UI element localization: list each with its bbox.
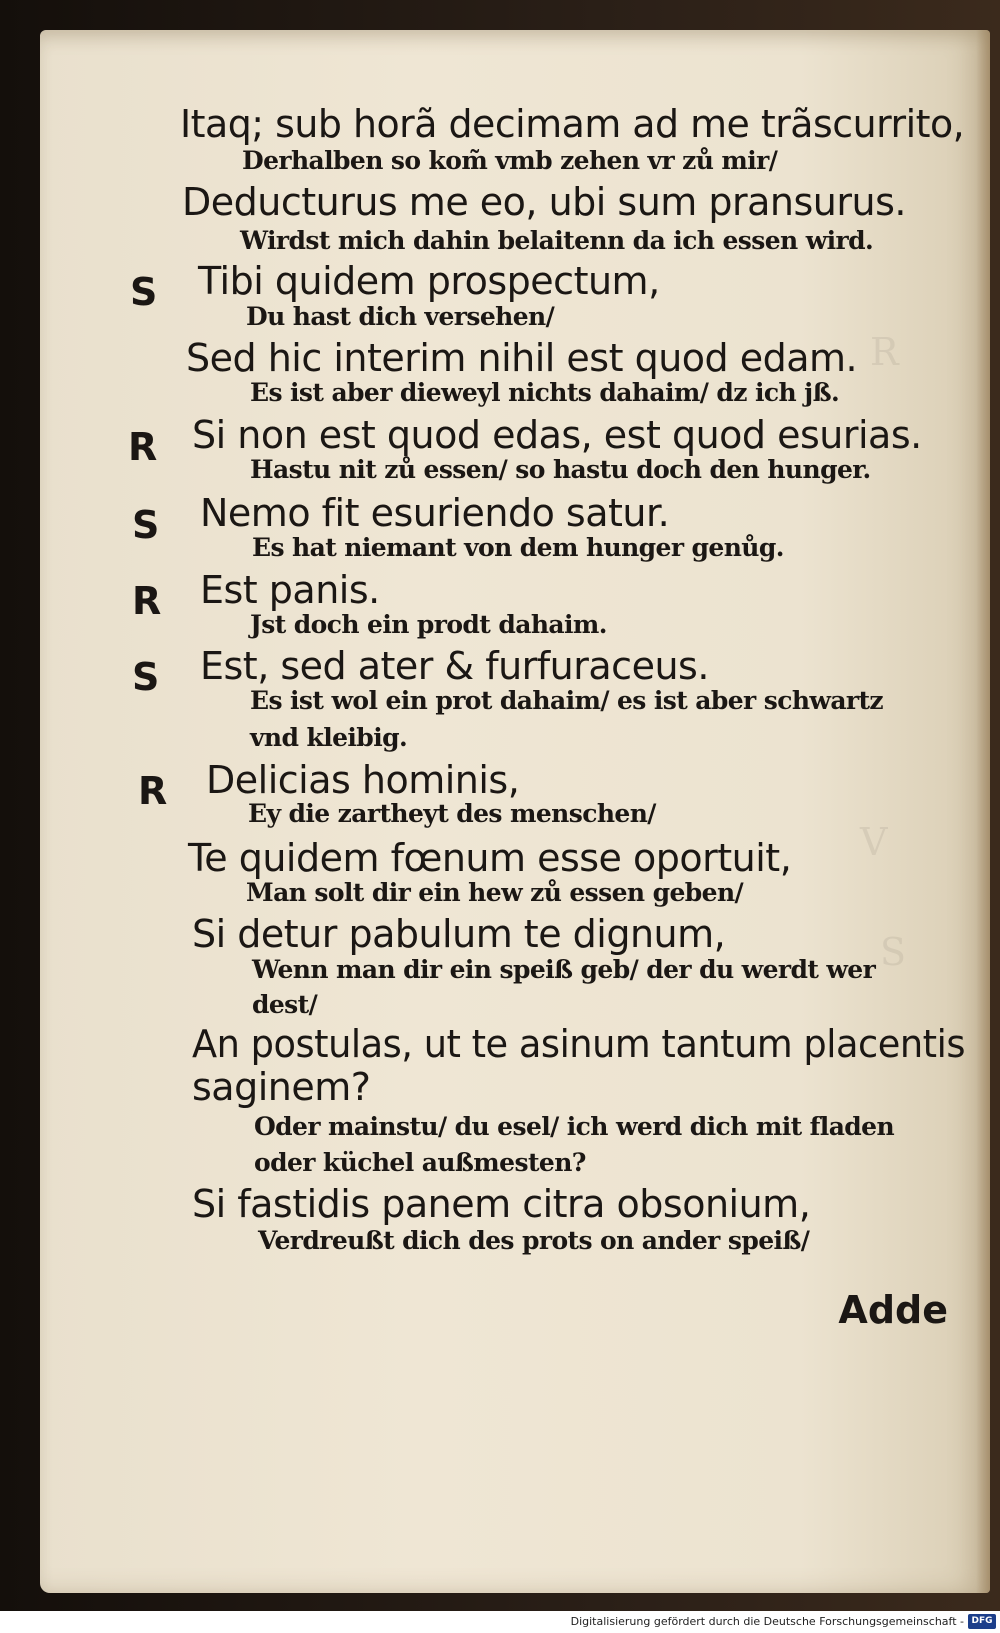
speaker-marker: S: [130, 270, 158, 314]
dfg-logo: DFG: [968, 1614, 996, 1629]
latin-line: Est panis.: [200, 568, 380, 612]
latin-line: Est, sed ater & furfuraceus.: [200, 644, 709, 688]
speaker-marker: R: [132, 579, 162, 623]
german-line: dest/: [252, 990, 318, 1019]
german-line: Es ist wol ein prot dahaim/ es ist aber schwartz: [250, 686, 884, 715]
latin-line: Te quidem fœnum esse oportuit,: [188, 836, 792, 880]
latin-line: Tibi quidem prospectum,: [198, 259, 660, 303]
latin-line: Deducturus me eo, ubi sum pransurus.: [182, 180, 906, 224]
bleed-through-mark: S: [880, 930, 907, 974]
page-edge-shadow: [976, 30, 990, 1593]
latin-line: Delicias hominis,: [206, 758, 520, 802]
german-line: Es hat niemant von dem hunger genůg.: [252, 533, 784, 562]
german-line: Wirdst mich dahin belaitenn da ich essen wird.: [240, 226, 874, 255]
german-line: Du hast dich versehen/: [246, 302, 555, 331]
latin-line: saginem?: [192, 1065, 371, 1109]
german-line: Ey die zartheyt des menschen/: [248, 799, 656, 828]
speaker-marker: S: [132, 655, 160, 699]
bleed-through-mark: R: [870, 330, 899, 374]
latin-line: Si fastidis panem citra obsonium,: [192, 1182, 811, 1226]
latin-line: Nemo fit esuriendo satur.: [200, 491, 670, 535]
german-line: Es ist aber dieweyl nichts dahaim/ dz ich jß.: [250, 378, 840, 407]
latin-line: Si non est quod edas, est quod esurias.: [192, 413, 922, 457]
german-line: Jst doch ein prodt dahaim.: [250, 610, 607, 639]
bleed-through-mark: V: [860, 820, 888, 864]
german-line: oder küchel außmesten?: [254, 1148, 586, 1177]
book-page: [40, 30, 990, 1593]
speaker-marker: R: [128, 425, 158, 469]
latin-line: Itaq; sub horã decimam ad me trãscurrito,: [180, 102, 965, 146]
german-line: Hastu nit zů essen/ so hastu doch den hunger.: [250, 455, 871, 484]
german-line: vnd kleibig.: [250, 723, 408, 752]
latin-line: An postulas, ut te asinum tantum placentis: [192, 1022, 965, 1066]
german-line: Verdreußt dich des prots on ander speiß/: [258, 1226, 810, 1255]
footer-credit: Digitalisierung gefördert durch die Deutsche Forschungsgemeinschaft -: [570, 1615, 964, 1628]
catchword: Adde: [838, 1288, 948, 1332]
german-line: Derhalben so kom̃ vmb zehen vr zů mir/: [242, 146, 778, 175]
german-line: Wenn man dir ein speiß geb/ der du werdt wer: [252, 955, 876, 984]
speaker-marker: R: [138, 769, 168, 813]
latin-line: Si detur pabulum te dignum,: [192, 912, 726, 956]
german-line: Man solt dir ein hew zů essen geben/: [246, 878, 744, 907]
german-line: Oder mainstu/ du esel/ ich werd dich mit fladen: [254, 1112, 895, 1141]
latin-line: Sed hic interim nihil est quod edam.: [186, 336, 858, 380]
digitization-footer: [0, 1611, 1000, 1633]
speaker-marker: S: [132, 503, 160, 547]
